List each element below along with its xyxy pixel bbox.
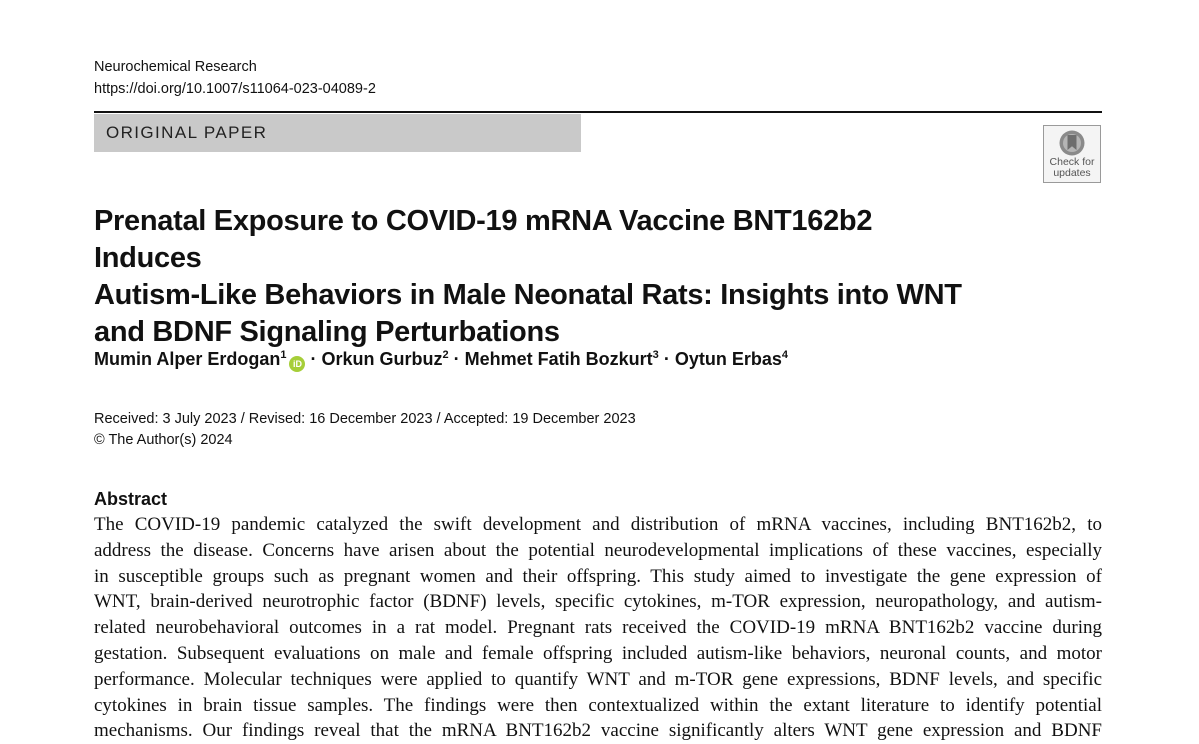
abstract-line: WNT, brain-derived neurotrophic factor (BDNF) levels, specific cytokines, m-TOR expression, neuropathology, and autism- xyxy=(94,591,1102,613)
journal-header xyxy=(94,56,376,100)
affiliation-marker[interactable]: 1 xyxy=(280,349,287,361)
abstract-line: address the disease. Concerns have arisen about the potential neurodevelopmental implications of these vaccines, especially xyxy=(94,539,1102,561)
bookmark-update-icon xyxy=(1058,129,1086,157)
abstract-line: gestation. Subsequent evaluations on male and female offspring included autism-like behaviors, neuronal counts, and motor xyxy=(94,642,1102,664)
publication-dates xyxy=(94,409,636,451)
author-separator: · xyxy=(310,349,317,369)
affiliation-marker[interactable]: 4 xyxy=(781,349,788,361)
abstract-line: performance. Molecular techniques were applied to quantify WNT and m-TOR gene expressions, BDNF levels, and specific xyxy=(94,668,1102,690)
abstract-line: The COVID-19 pandemic catalyzed the swift development and distribution of mRNA vaccines, including BNT162b2, to xyxy=(94,514,1102,535)
title-line-1: Prenatal Exposure to COVID-19 mRNA Vaccine BNT162b2 Induces xyxy=(94,205,873,274)
affiliation-marker[interactable]: 2 xyxy=(442,349,449,361)
check-for-updates-button[interactable] xyxy=(1043,125,1101,183)
paper-type-label: ORIGINAL PAPER xyxy=(106,123,268,142)
author-name[interactable]: Orkun Gurbuz xyxy=(321,349,443,369)
journal-name[interactable]: Neurochemical Research xyxy=(94,59,257,75)
date-history: Received: 3 July 2023 / Revised: 16 December 2023 / Accepted: 19 December 2023 xyxy=(94,411,636,427)
abstract-line: related neurobehavioral outcomes in a rat model. Pregnant rats received the COVID-19 mRNA BNT162b2 vaccine during xyxy=(94,617,1102,639)
title-line-2: Autism-Like Behaviors in Male Neonatal Rats: Insights into WNT xyxy=(94,279,962,311)
article-title xyxy=(94,203,974,351)
check-for-updates-label xyxy=(1044,157,1100,179)
abstract-heading: Abstract xyxy=(94,489,168,509)
orcid-icon[interactable]: iD xyxy=(289,356,305,372)
header-rule xyxy=(94,111,1102,113)
copyright-notice: © The Author(s) 2024 xyxy=(94,432,233,448)
abstract-line: mechanisms. Our findings reveal that the mRNA BNT162b2 vaccine significantly alters WNT gene expression and BDNF xyxy=(94,720,1102,742)
author-name[interactable]: Mumin Alper Erdogan xyxy=(94,349,281,369)
abstract-text xyxy=(94,512,1102,744)
author-separator: · xyxy=(663,349,670,369)
title-line-3: and BDNF Signaling Perturbations xyxy=(94,316,560,348)
paper-type-band xyxy=(94,114,581,152)
abstract-line: cytokines in brain tissue samples. The findings were then contextualized within the extant literature to identify potential xyxy=(94,694,1102,716)
check-for-updates-line1: Check for xyxy=(1049,156,1095,168)
abstract-line: in susceptible groups such as pregnant women and their offspring. This study aimed to investigate the gene expression of xyxy=(94,565,1102,587)
author-list xyxy=(94,347,788,372)
check-for-updates-line2: updates xyxy=(1053,167,1091,179)
author-name[interactable]: Mehmet Fatih Bozkurt xyxy=(464,349,653,369)
author-separator: · xyxy=(453,349,460,369)
affiliation-marker[interactable]: 3 xyxy=(652,349,659,361)
doi-link[interactable]: https://doi.org/10.1007/s11064-023-04089-2 xyxy=(94,81,376,97)
author-name[interactable]: Oytun Erbas xyxy=(674,349,782,369)
